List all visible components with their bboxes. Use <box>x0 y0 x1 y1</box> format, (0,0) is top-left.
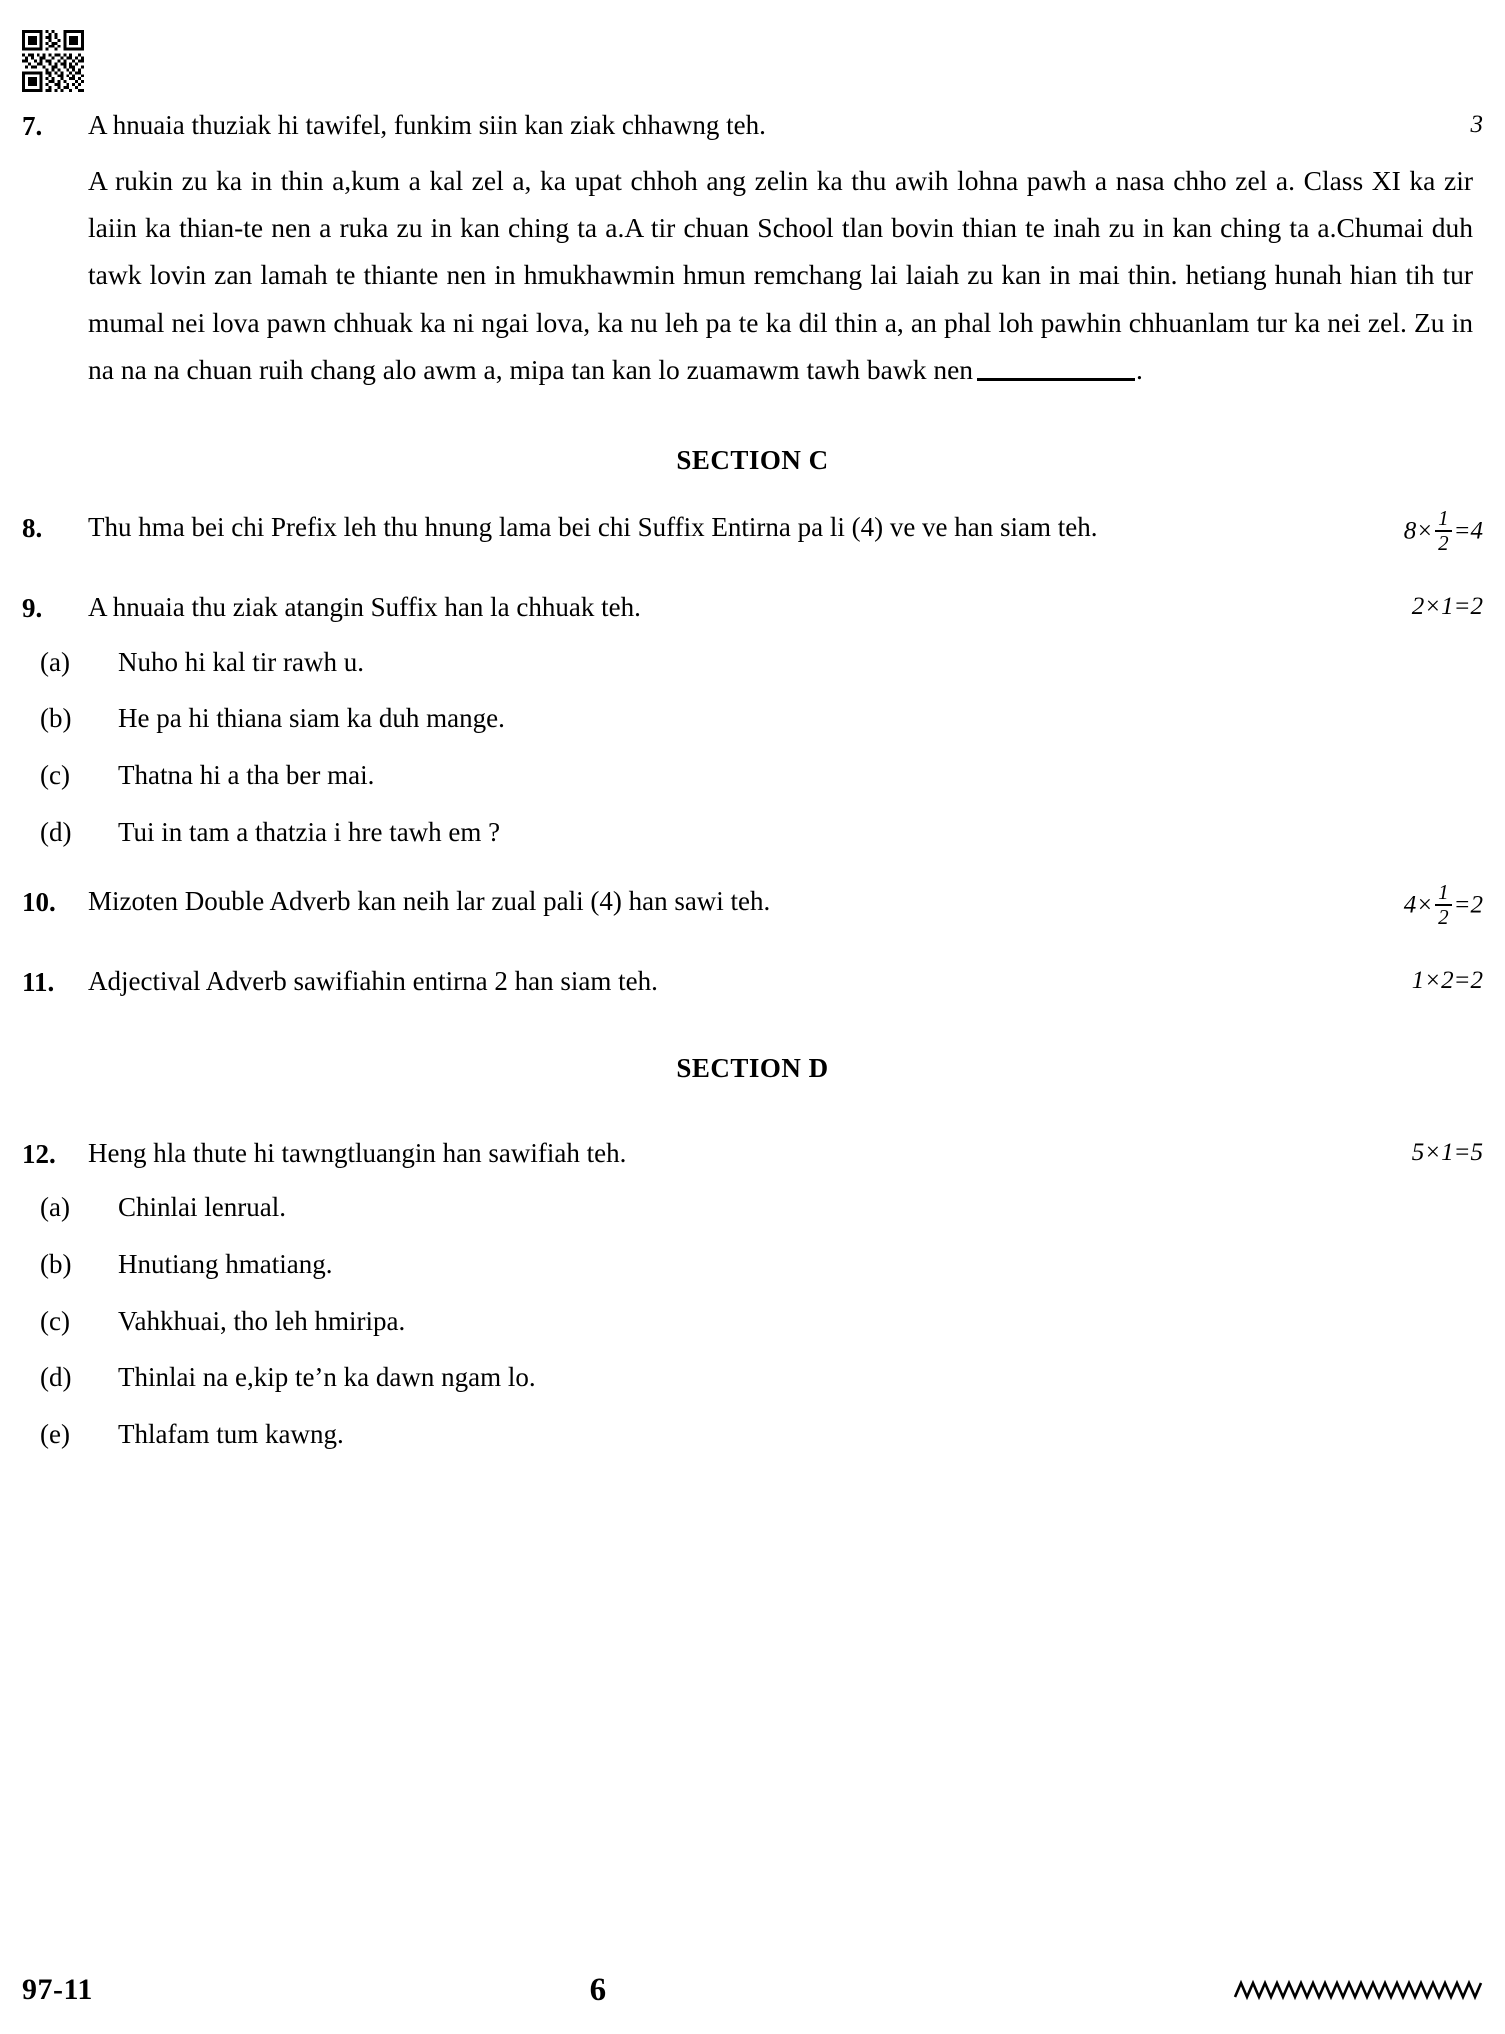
question-10 <box>22 880 1483 930</box>
question-11-number: 11. <box>22 967 55 998</box>
list-item <box>22 1360 1483 1396</box>
marks-fraction <box>1435 508 1452 554</box>
item-text: He pa hi thiana siam ka duh mange. <box>118 703 505 734</box>
question-9 <box>22 590 1483 627</box>
list-item <box>22 1247 1483 1283</box>
question-7-prompt: A hnuaia thuziak hi tawifel, funkim siin kan ziak chhawng teh. <box>88 110 766 140</box>
question-10-marks <box>1390 880 1483 930</box>
list-item <box>22 701 1483 737</box>
page-number: 6 <box>589 1971 607 2008</box>
item-label: (d) <box>40 816 72 847</box>
question-8 <box>22 506 1483 556</box>
item-label: (c) <box>40 1305 70 1336</box>
qr-code-icon <box>22 30 84 92</box>
fraction-numerator: 1 <box>1435 882 1452 906</box>
question-12-prompt: Heng hla thute hi tawngtluangin han sawifiah teh. <box>88 1137 627 1168</box>
list-item <box>22 645 1483 681</box>
item-text: Thlafam tum kawng. <box>118 1418 344 1449</box>
section-c-heading: SECTION C <box>676 445 829 476</box>
fill-in-blank[interactable] <box>977 378 1135 381</box>
question-8-marks <box>1390 506 1483 556</box>
question-12-marks: 5×1=5 <box>1411 1138 1483 1166</box>
question-9-marks: 2×1=2 <box>1411 593 1483 621</box>
question-8-number: 8. <box>22 513 43 544</box>
passage-text: A rukin zu ka in thin a,kum a kal zel a, ka upat chhoh ang zelin ka thu awih lohna pawh a nasa chho zel a. Class XI ka zir laiin ka thian-te nen a ruka zu in kan ching ta a.A tir chuan School tlan bovin thian te inah zu in kan ching ta a.Chumai duh tawk lovin zan lamah te thiante nen in hmukhawmin hmun remchang lai laiah zu kan in mai thin. hetiang hunah hian tih tur mumal nei lova pawn chhuak ka ni ngai lova, ka nu leh pa te ka dil thin a, an phal loh pawhin chhuanlam tur ka nei zel. Zu in na na na chuan ruih chang alo awm a, mipa tan kan lo zuamawm tawh bawk nen <box>88 164 1473 385</box>
item-label: (a) <box>40 1192 70 1223</box>
question-9-prompt: A hnuaia thu ziak atangin Suffix han la chhuak teh. <box>88 592 641 623</box>
item-label: (b) <box>40 703 72 734</box>
page-footer <box>22 1968 1483 2012</box>
item-label: (e) <box>40 1418 70 1449</box>
marks-suffix: =2 <box>1453 891 1483 919</box>
item-text: Tui in tam a thatzia i hre tawh em ? <box>118 816 501 847</box>
item-text: Vahkhuai, tho leh hmiripa. <box>118 1305 406 1336</box>
item-label: (b) <box>40 1249 72 1280</box>
question-8-prompt: Thu hma bei chi Prefix leh thu hnung lama bei chi Suffix Entirna pa li (4) ve ve han siam teh. <box>88 512 1098 543</box>
item-text: Thatna hi a tha ber mai. <box>118 759 375 790</box>
paper-code: 97-11 <box>22 1973 93 2006</box>
list-item <box>22 815 1483 851</box>
marks-prefix: 8× <box>1403 517 1434 545</box>
question-7-number: 7. <box>22 111 43 141</box>
question-12-number: 12. <box>22 1138 56 1169</box>
item-text: Nuho hi kal tir rawh u. <box>118 646 364 677</box>
fraction-denominator: 2 <box>1438 531 1449 556</box>
question-10-number: 10. <box>22 887 56 918</box>
question-7 <box>22 108 1483 145</box>
question-11-prompt: Adjectival Adverb sawifiahin entirna 2 han siam teh. <box>88 966 658 997</box>
question-list <box>22 108 1483 1453</box>
marks-prefix: 4× <box>1403 891 1434 919</box>
item-text: Thinlai na e,kip te’n ka dawn ngam lo. <box>118 1362 536 1393</box>
question-7-marks: 3 <box>1470 111 1483 138</box>
item-text: Chinlai lenrual. <box>118 1192 286 1223</box>
question-10-prompt: Mizoten Double Adverb kan neih lar zual pali (4) han sawi teh. <box>88 886 771 917</box>
list-item <box>22 758 1483 794</box>
item-label: (c) <box>40 759 70 790</box>
section-d-heading: SECTION D <box>676 1052 829 1083</box>
marks-fraction <box>1435 882 1452 928</box>
question-7-passage <box>88 157 1483 393</box>
list-item <box>22 1417 1483 1453</box>
question-11 <box>22 964 1483 1001</box>
squiggle-rule-icon <box>1233 1977 1483 2003</box>
list-item <box>22 1304 1483 1340</box>
question-11-marks: 1×2=2 <box>1411 967 1483 995</box>
list-item <box>22 1190 1483 1226</box>
item-text: Hnutiang hmatiang. <box>118 1249 333 1280</box>
passage-text-end: . <box>1136 353 1143 385</box>
marks-suffix: =4 <box>1453 517 1483 545</box>
fraction-denominator: 2 <box>1438 905 1449 930</box>
question-12 <box>22 1136 1483 1173</box>
item-label: (d) <box>40 1362 72 1393</box>
item-label: (a) <box>40 646 70 677</box>
fraction-numerator: 1 <box>1435 508 1452 532</box>
question-12-items <box>22 1190 1483 1452</box>
question-9-number: 9. <box>22 593 43 624</box>
question-9-items <box>22 645 1483 851</box>
